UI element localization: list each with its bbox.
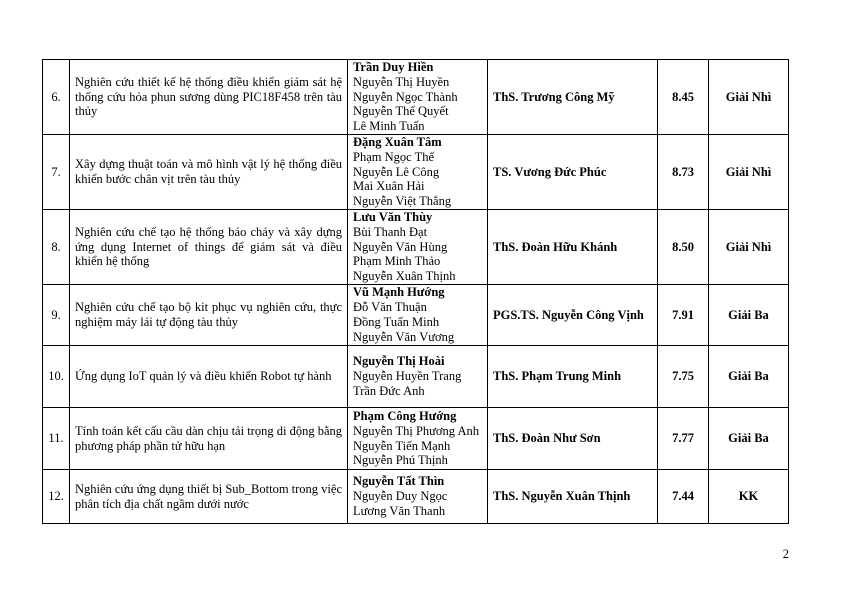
advisor-name: TS. Vương Đức Phúc: [488, 135, 658, 210]
author-name: Nguyễn Duy Ngọc: [353, 489, 448, 504]
prize-label: Giải Ba: [709, 285, 789, 346]
author-name: Phạm Minh Thảo: [353, 254, 441, 269]
row-number: 6.: [43, 60, 70, 135]
author-lead: Nguyễn Thị Hoài: [353, 354, 445, 369]
advisor-name: ThS. Đoàn Như Sơn: [488, 408, 658, 470]
prize-label: Giải Nhì: [709, 135, 789, 210]
authors-cell: [348, 60, 488, 135]
prize-label: KK: [709, 470, 789, 524]
author-name: Lê Minh Tuấn: [353, 119, 425, 134]
topic-title: Nghiên cứu ứng dụng thiết bị Sub_Bottom trong việc phân tích địa chất ngầm dưới nước: [70, 470, 348, 524]
table-row: [43, 346, 789, 408]
score-value: 7.44: [658, 470, 709, 524]
row-number: 11.: [43, 408, 70, 470]
authors-cell: [348, 408, 488, 470]
author-name: Nguyễn Văn Hùng: [353, 239, 448, 254]
author-name: Nguyễn Thế Quyết: [353, 104, 449, 119]
authors-cell: [348, 470, 488, 524]
row-number: 9.: [43, 285, 70, 346]
prize-label: Giải Ba: [709, 408, 789, 470]
table-row: [43, 60, 789, 135]
prize-label: Giải Nhì: [709, 60, 789, 135]
authors-cell: [348, 346, 488, 408]
author-name: Nguyễn Phú Thịnh: [353, 453, 448, 468]
author-name: Đồng Tuấn Minh: [353, 315, 440, 329]
score-value: 7.75: [658, 346, 709, 408]
row-number: 12.: [43, 470, 70, 524]
author-name: Nguyễn Xuân Thịnh: [353, 269, 456, 284]
topic-title: Xây dựng thuật toán và mô hình vật lý hệ thống điều khiển bước chân vịt trên tàu thủy: [70, 135, 348, 210]
author-lead: Lưu Văn Thùy: [353, 210, 433, 224]
author-name: Nguyễn Tiến Mạnh: [353, 438, 451, 453]
row-number: 10.: [43, 346, 70, 408]
author-name: Nguyễn Thị Phương Anh: [353, 423, 480, 438]
prize-label: Giải Nhì: [709, 210, 789, 285]
author-name: Bùi Thanh Đạt: [353, 224, 428, 239]
table-row: [43, 470, 789, 524]
author-name: Nguyễn Ngọc Thành: [353, 89, 458, 104]
topic-title: Ứng dụng IoT quản lý và điều khiển Robot tự hành: [70, 346, 348, 408]
advisor-name: ThS. Trương Công Mỹ: [488, 60, 658, 135]
row-number: 7.: [43, 135, 70, 210]
score-value: 8.73: [658, 135, 709, 210]
topic-title: Tính toán kết cấu cầu dàn chịu tải trọng di động bằng phương pháp phần tử hữu hạn: [70, 408, 348, 470]
author-name: Lương Văn Thanh: [353, 503, 446, 518]
row-number: 8.: [43, 210, 70, 285]
advisor-name: ThS. Đoàn Hữu Khánh: [488, 210, 658, 285]
author-name: Nguyễn Lê Công: [353, 164, 440, 179]
advisor-name: ThS. Nguyễn Xuân Thịnh: [488, 470, 658, 524]
table-row: [43, 408, 789, 470]
score-value: 7.77: [658, 408, 709, 470]
topic-title: Nghiên cứu thiết kế hệ thống điều khiển giám sát hệ thống cứu hỏa phun sương dùng PIC18F458 trên tàu thủy: [70, 60, 348, 135]
awards-table: [42, 59, 789, 524]
score-value: 8.50: [658, 210, 709, 285]
author-name: Đỗ Văn Thuận: [353, 300, 427, 315]
advisor-name: PGS.TS. Nguyễn Công Vịnh: [488, 285, 658, 346]
author-lead: Đặng Xuân Tâm: [353, 135, 442, 149]
table-row: [43, 135, 789, 210]
page-number: 2: [782, 547, 789, 561]
authors-cell: [348, 210, 488, 285]
topic-title: Nghiên cứu chế tạo bộ kit phục vụ nghiên cứu, thực nghiệm máy lái tự động tàu thủy: [70, 285, 348, 346]
topic-title: Nghiên cứu chế tạo hệ thống báo cháy và xây dựng ứng dụng Internet of things để giám sát và điều khiển hệ thống: [70, 210, 348, 285]
score-value: 8.45: [658, 60, 709, 135]
author-name: Nguyễn Văn Vương: [353, 329, 455, 344]
author-lead: Trần Duy Hiền: [353, 60, 434, 74]
score-value: 7.91: [658, 285, 709, 346]
author-name: Trần Đức Anh: [353, 383, 425, 398]
advisor-name: ThS. Phạm Trung Minh: [488, 346, 658, 408]
author-name: Mai Xuân Hải: [353, 179, 425, 194]
prize-label: Giải Ba: [709, 346, 789, 408]
author-name: Phạm Ngọc Thế: [353, 149, 435, 164]
author-name: Nguyễn Thị Huyền: [353, 74, 450, 89]
author-lead: Nguyễn Tất Thìn: [353, 474, 445, 489]
table-row: [43, 285, 789, 346]
author-lead: Phạm Công Hướng: [353, 408, 457, 423]
author-name: Nguyễn Việt Thắng: [353, 194, 452, 209]
author-lead: Vũ Mạnh Hướng: [353, 285, 445, 300]
authors-cell: [348, 285, 488, 346]
table-row: [43, 210, 789, 285]
author-name: Nguyễn Huyền Trang: [353, 369, 462, 384]
authors-cell: [348, 135, 488, 210]
